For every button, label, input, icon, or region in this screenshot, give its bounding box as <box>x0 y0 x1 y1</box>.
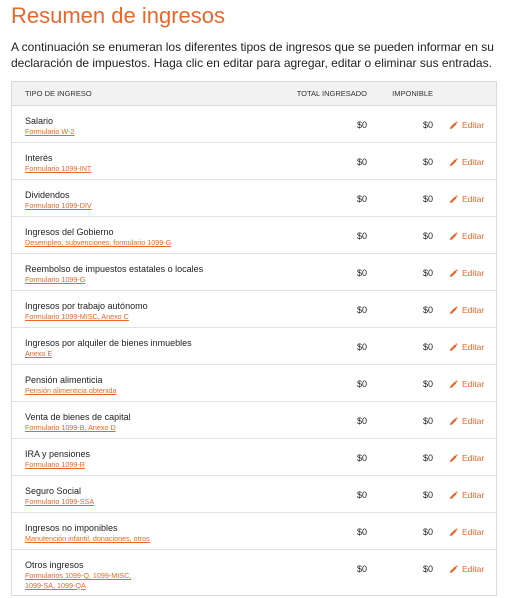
edit-cell <box>433 153 496 167</box>
edit-label: Editar <box>462 527 485 537</box>
table-body <box>12 106 496 595</box>
edit-label: Editar <box>462 379 485 389</box>
table-row <box>12 476 496 513</box>
table-row <box>12 217 496 254</box>
income-type-cell <box>12 190 274 211</box>
income-form-link[interactable]: Anexo E <box>25 349 53 358</box>
edit-label: Editar <box>462 564 485 574</box>
income-type-cell <box>12 560 274 590</box>
total-entered-value: $0 <box>356 379 367 389</box>
total-entered-value: $0 <box>356 342 367 352</box>
income-type-cell <box>12 116 274 137</box>
income-type-name: Pensión alimenticia <box>25 375 103 385</box>
edit-button[interactable] <box>449 120 484 130</box>
income-form-link[interactable]: Formulario 1099-SSA <box>25 497 95 506</box>
income-form-link[interactable]: Formulario 1099-R <box>25 460 85 469</box>
intro-text: A continuación se enumeran los diferentes tipos de ingresos que se pueden informar en su declaración de impuestos. Haga clic en editar para agregar, editar o eliminar sus entradas. <box>11 40 494 70</box>
edit-label: Editar <box>462 305 485 315</box>
edit-button[interactable] <box>449 157 484 167</box>
edit-button[interactable] <box>449 564 484 574</box>
edit-button[interactable] <box>449 194 484 204</box>
table-row <box>12 402 496 439</box>
income-type-name: Ingresos del Gobierno <box>25 227 114 237</box>
table-row <box>12 254 496 291</box>
income-type-name: Reembolso de impuestos estatales o locales <box>25 264 204 274</box>
income-type-cell <box>12 153 274 174</box>
income-type-cell <box>12 412 274 433</box>
edit-cell <box>433 338 496 352</box>
pencil-icon <box>449 121 458 130</box>
taxable-value: $0 <box>422 564 433 574</box>
header-taxable: IMPONIBLE <box>392 89 433 98</box>
income-type-name: Ingresos por alquiler de bienes inmuebles <box>25 338 192 348</box>
taxable-value: $0 <box>422 120 433 130</box>
edit-label: Editar <box>462 416 485 426</box>
edit-button[interactable] <box>449 305 484 315</box>
total-entered-value: $0 <box>356 120 367 130</box>
income-type-name: Ingresos por trabajo autónomo <box>25 301 148 311</box>
edit-button[interactable] <box>449 453 484 463</box>
edit-cell <box>433 449 496 463</box>
income-type-name: Seguro Social <box>25 486 82 496</box>
edit-cell <box>433 264 496 278</box>
pencil-icon <box>449 343 458 352</box>
taxable-value: $0 <box>422 342 433 352</box>
income-type-cell <box>12 264 274 285</box>
taxable-value: $0 <box>422 231 433 241</box>
edit-button[interactable] <box>449 527 484 537</box>
edit-cell <box>433 227 496 241</box>
edit-button[interactable] <box>449 490 484 500</box>
total-entered-value: $0 <box>356 490 367 500</box>
taxable-value: $0 <box>422 416 433 426</box>
income-form-link[interactable]: Pensión alimenticia obtenida <box>25 386 117 395</box>
pencil-icon <box>449 417 458 426</box>
income-type-name: Dividendos <box>25 190 70 200</box>
table-row <box>12 365 496 402</box>
taxable-value: $0 <box>422 453 433 463</box>
income-type-cell <box>12 375 274 396</box>
table-row <box>12 143 496 180</box>
table-row <box>12 513 496 550</box>
total-entered-value: $0 <box>356 231 367 241</box>
taxable-value: $0 <box>422 490 433 500</box>
income-form-link[interactable]: Formulario 1099-MISC, Anexo C <box>25 312 129 321</box>
edit-label: Editar <box>462 490 485 500</box>
income-form-link[interactable]: Manutención infantil, donaciones, otros <box>25 534 150 543</box>
edit-label: Editar <box>462 453 485 463</box>
table-row <box>12 291 496 328</box>
table-row <box>12 106 496 143</box>
edit-button[interactable] <box>449 416 484 426</box>
edit-cell <box>433 190 496 204</box>
taxable-value: $0 <box>422 194 433 204</box>
total-entered-value: $0 <box>356 564 367 574</box>
pencil-icon <box>449 491 458 500</box>
income-form-link[interactable]: Formulario 1099-INT <box>25 164 92 173</box>
pencil-icon <box>449 158 458 167</box>
income-table <box>11 81 497 596</box>
income-type-cell <box>12 449 274 470</box>
pencil-icon <box>449 565 458 574</box>
edit-label: Editar <box>462 342 485 352</box>
edit-button[interactable] <box>449 231 484 241</box>
edit-label: Editar <box>462 194 485 204</box>
total-entered-value: $0 <box>356 527 367 537</box>
page-title: Resumen de ingresos <box>11 3 226 28</box>
header-total-entered: TOTAL INGRESADO <box>296 89 367 98</box>
income-type-cell <box>12 338 274 359</box>
edit-label: Editar <box>462 157 485 167</box>
pencil-icon <box>449 528 458 537</box>
taxable-value: $0 <box>422 379 433 389</box>
edit-label: Editar <box>462 268 485 278</box>
table-header <box>12 82 496 106</box>
edit-button[interactable] <box>449 342 484 352</box>
pencil-icon <box>449 195 458 204</box>
income-type-cell <box>12 523 274 544</box>
income-type-name: IRA y pensiones <box>25 449 91 459</box>
header-income-type: TIPO DE INGRESO <box>25 89 92 98</box>
edit-cell <box>433 375 496 389</box>
income-form-link[interactable]: Formulario 1099-DIV <box>25 201 92 210</box>
taxable-value: $0 <box>422 157 433 167</box>
income-type-name: Interés <box>25 153 53 163</box>
edit-cell <box>433 412 496 426</box>
edit-cell <box>433 560 496 574</box>
table-row <box>12 550 496 595</box>
income-form-link[interactable]: Formulario 1099-G <box>25 275 86 284</box>
edit-label: Editar <box>462 231 485 241</box>
edit-cell <box>433 116 496 130</box>
pencil-icon <box>449 454 458 463</box>
pencil-icon <box>449 380 458 389</box>
pencil-icon <box>449 232 458 241</box>
taxable-value: $0 <box>422 527 433 537</box>
income-form-link[interactable]: Formulario 1099-B, Anexo D <box>25 423 116 432</box>
total-entered-value: $0 <box>356 416 367 426</box>
total-entered-value: $0 <box>356 268 367 278</box>
total-entered-value: $0 <box>356 194 367 204</box>
taxable-value: $0 <box>422 268 433 278</box>
total-entered-value: $0 <box>356 305 367 315</box>
income-type-cell <box>12 227 274 248</box>
income-form-link-continued[interactable]: 1099-SA, 1099-QA <box>25 580 86 590</box>
edit-button[interactable] <box>449 268 484 278</box>
total-entered-value: $0 <box>356 157 367 167</box>
edit-cell <box>433 486 496 500</box>
table-row <box>12 180 496 217</box>
pencil-icon <box>449 269 458 278</box>
edit-cell <box>433 523 496 537</box>
edit-label: Editar <box>462 120 485 130</box>
pencil-icon <box>449 306 458 315</box>
income-type-name: Venta de bienes de capital <box>25 412 131 422</box>
table-row <box>12 328 496 365</box>
income-type-name: Otros ingresos <box>25 560 84 570</box>
income-type-cell <box>12 301 274 322</box>
total-entered-value: $0 <box>356 453 367 463</box>
edit-button[interactable] <box>449 379 484 389</box>
income-form-link[interactable]: Desempleo, subvenciones, formulario 1099-G <box>25 238 172 247</box>
table-row <box>12 439 496 476</box>
taxable-value: $0 <box>422 305 433 315</box>
income-form-link[interactable]: Formularios 1099-Q, 1099-MISC, <box>25 571 132 580</box>
income-form-link[interactable]: Formulario W-2 <box>25 127 75 136</box>
income-type-name: Ingresos no imponibles <box>25 523 118 533</box>
edit-cell <box>433 301 496 315</box>
income-type-cell <box>12 486 274 507</box>
income-type-name: Salario <box>25 116 54 126</box>
